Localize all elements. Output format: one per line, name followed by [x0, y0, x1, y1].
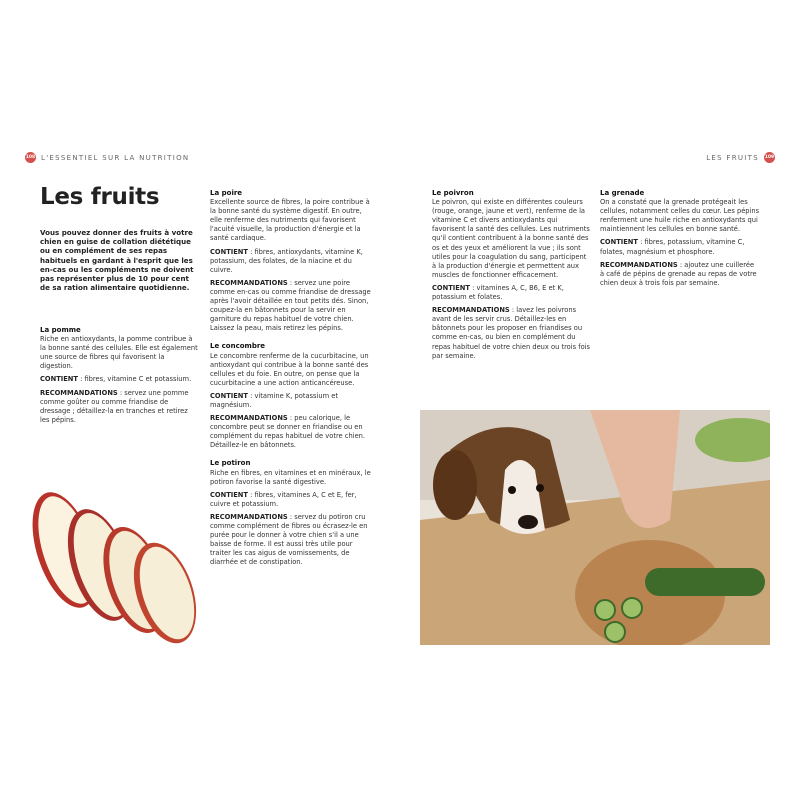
section-title: La grenade: [600, 189, 645, 197]
recommendations-line: [210, 414, 372, 450]
page-number-badge: 109: [764, 152, 775, 163]
fruit-section: [432, 189, 592, 361]
page-number-badge: 108: [25, 152, 36, 163]
contains-label: CONTIENT: [210, 490, 248, 499]
contains-text: : vitamines A, C, B6, E et K, potassium et folates.: [432, 283, 564, 302]
running-head-left: [25, 152, 189, 163]
column-2: [210, 189, 372, 576]
recommendations-label: RECOMMANDATIONS: [210, 512, 288, 521]
page-title: Les fruits: [40, 184, 160, 210]
fruit-section: [40, 326, 198, 425]
recommendations-text: : servez du potiron cru comme complément de fibres ou écrasez-le en purée pour le donner à votre chien s'il a une baisse de forme. Il est aussi très utile pour traiter les cas aigus de vomissements, de diarrhée et de constipation.: [210, 512, 368, 567]
contains-text: : vitamine K, potassium et magnésium.: [210, 391, 338, 409]
contains-label: CONTIENT: [40, 375, 78, 384]
fruit-section: [600, 189, 760, 288]
recommendations-label: RECOMMANDATIONS: [210, 278, 288, 287]
intro-paragraph: Vous pouvez donner des fruits à votre chien en guise de collation diététique ou en complément de ses repas habituels en gardant à l'esprit que les en-cas ou les compléments ne doivent pas représenter plus de 10 pour cent de sa ration alimentaire quotidienne.: [40, 228, 194, 293]
column-3: [432, 189, 592, 370]
running-head-text: LES FRUITS: [706, 153, 759, 162]
running-head-right: [706, 152, 775, 163]
contains-line: [600, 238, 760, 256]
recommendations-text: : servez une pomme comme goûter ou comme friandise de dressage ; détaillez-la en tranches et retirez les pépins.: [40, 388, 189, 424]
recommendations-label: RECOMMANDATIONS: [40, 388, 118, 397]
contains-label: CONTIENT: [210, 391, 248, 400]
section-body: Riche en antioxydants, la pomme contribue à la bonne santé des cellules. Elle est également une source de fibres qui favorisent la digestion.: [40, 335, 198, 371]
contains-label: CONTIENT: [600, 238, 638, 247]
apple-slice: [30, 484, 200, 645]
contains-label: CONTIENT: [432, 283, 470, 292]
contains-line: [210, 491, 372, 509]
contains-line: [210, 392, 372, 410]
contains-text: : fibres, vitamines A, C et E, fer, cuivre et potassium.: [210, 490, 357, 508]
section-body: Riche en fibres, en vitamines et en minéraux, le potiron favorise la santé digestive.: [210, 468, 371, 486]
recommendations-label: RECOMMANDATIONS: [432, 306, 510, 315]
contains-text: : fibres, potassium, vitamine C, folates, magnésium et phosphore.: [600, 238, 745, 256]
recommendations-text: : lavez les poivrons avant de les servir crus. Détaillez-les en bâtonnets pour les proposer en friandises ou comme en-cas, ou bien en complément du repas habituel de votre chien deux ou trois fois par semaine.: [432, 306, 591, 360]
contains-line: [40, 375, 198, 384]
recommendations-line: [40, 389, 198, 425]
contains-text: : fibres, vitamine C et potassium.: [77, 375, 192, 384]
section-title: Le potiron: [210, 459, 251, 468]
contains-line: [210, 248, 372, 275]
fruit-section: [210, 189, 372, 333]
recommendations-label: RECOMMANDATIONS: [210, 414, 288, 423]
fruit-section: [210, 459, 372, 567]
recommendations-text: : servez une poire comme en-cas ou comme friandise de dressage après l'avoir détaillée en tout petits dés. Sinon, coupez-la en bâtonnets pour la servir en garniture du repas habituel de votre chien. Laissez la peau, mais retirez les pépins.: [210, 278, 371, 333]
section-body: Le concombre renferme de la cucurbitacine, un antioxydant qui contribue à la bonne santé des cellules et du foie. En outre, on pense que la cucurbitacine a une action anticancéreuse.: [210, 351, 369, 387]
apple-slices-image: [30, 475, 200, 645]
column-1: [40, 326, 198, 434]
dog-cucumber-photo: [420, 410, 770, 645]
section-title: La poire: [210, 189, 243, 197]
recommendations-line: [210, 513, 372, 568]
recommendations-text: : ajoutez une cuillerée à café de pépins de grenade au repas de votre chien deux à trois fois par semaine.: [600, 260, 757, 287]
contains-line: [432, 284, 592, 302]
section-title: La pomme: [40, 326, 81, 334]
column-4: [600, 189, 760, 297]
recommendations-line: [210, 279, 372, 334]
recommendations-label: RECOMMANDATIONS: [600, 260, 678, 269]
fruit-section: [210, 342, 372, 450]
right-page: [400, 0, 800, 800]
contains-text: : fibres, antioxydants, vitamine K, potassium, des folates, de la niacine et du cuivre.: [210, 247, 363, 274]
section-body: Le poivron, qui existe en différentes couleurs (rouge, orange, jaune et vert), renferme de la vitamine C et divers antioxydants qui favorisent la santé des cellules. Les nutriments qu'il contient contribuent à la bonne santé des os et des yeux et améliorent la vue ; ils sont utiles pour la coagulation du sang, participent à la production d'énergie et permettent aux muscles de fonctionner efficacement.: [432, 198, 590, 279]
section-body: On a constaté que la grenade protégeait les cellules, notamment celles du cœur. Les pépins renferment une huile riche en antioxydants qui maintiennent les cellules en bonne santé.: [600, 198, 760, 234]
section-title: Le concombre: [210, 342, 266, 351]
section-body: Excellente source de fibres, la poire contribue à la bonne santé du système digestif. En outre, elle renferme des nutriments qui favorisent l'acuité visuelle, la production d'énergie et la santé cardiaque.: [210, 198, 370, 243]
recommendations-line: [600, 261, 760, 288]
running-head-text: L'ESSENTIEL SUR LA NUTRITION: [41, 153, 190, 162]
section-title: Le poivron: [432, 189, 474, 197]
recommendations-text: : peu calorique, le concombre peut se donner en friandise ou en complément du repas habituel de votre chien. Détaillez-le en bâtonnets.: [210, 414, 366, 450]
recommendations-line: [432, 306, 592, 361]
contains-label: CONTIENT: [210, 247, 248, 256]
